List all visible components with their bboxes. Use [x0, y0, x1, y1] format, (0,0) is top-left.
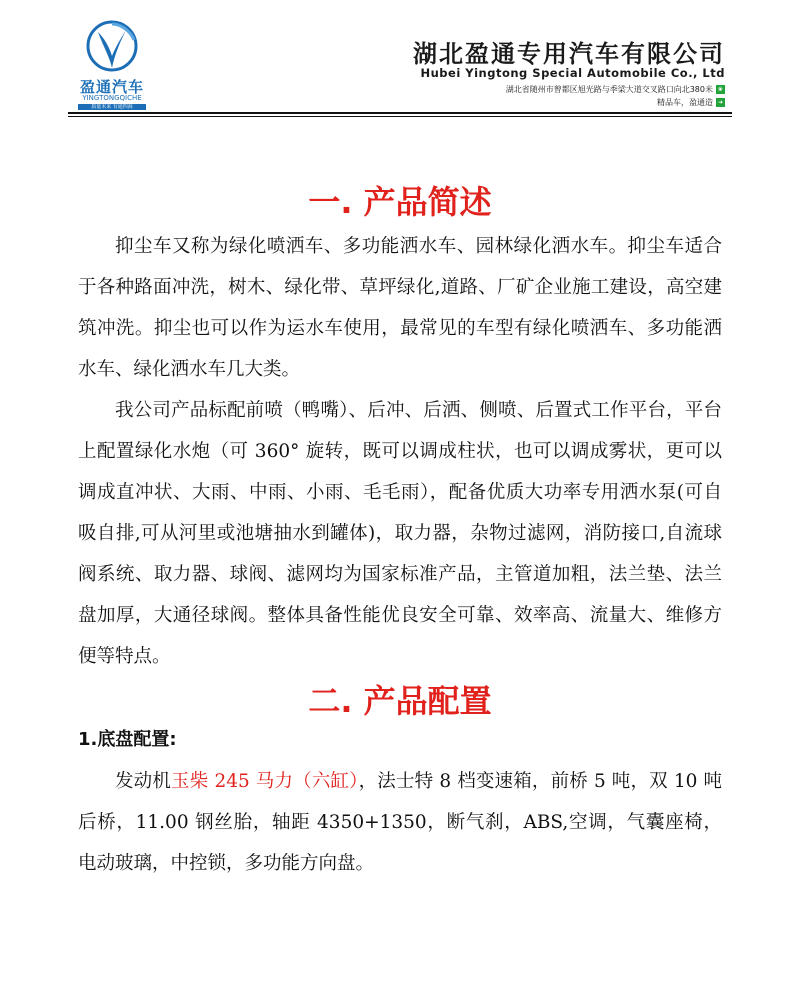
company-logo: [68, 18, 156, 110]
logo-emblem-icon: [68, 18, 156, 78]
slogan-text: 精品车，盈通造: [657, 98, 713, 107]
engine-prefix: 发动机: [115, 771, 172, 792]
engine-highlight: 玉柴 245 马力（六缸）: [171, 771, 359, 792]
document-body: [78, 178, 722, 884]
arrow-icon: ➜: [717, 99, 724, 106]
header-divider-thin: [68, 116, 732, 117]
overview-paragraph-1: 抑尘车又称为绿化喷洒车、多功能洒水车、园林绿化洒水车。抑尘车适合于各种路面冲洗，树木、绿化带、草坪绿化,道路、厂矿企业施工建设，高空建筑冲洗。抑尘也可以作为运水车使用，最常见的车型有绿化喷洒车、多功能洒水车、绿化洒水车几大类。: [78, 236, 722, 380]
company-name-cn: 湖北盈通专用汽车有限公司: [413, 40, 725, 68]
section-title-configuration: 二. 产品配置: [308, 682, 492, 720]
letterhead: [0, 0, 800, 120]
section-title-overview: 一. 产品简述: [308, 183, 492, 221]
company-name-en: Hubei Yingtong Special Automobile Co., Ltd: [420, 66, 725, 80]
address-text: 湖北省随州市曾都区旭光路与季梁大道交叉路口向北380米: [505, 85, 713, 94]
company-slogan: [657, 97, 725, 108]
leaf-icon: ❀: [717, 86, 724, 93]
header-divider-thick: [68, 112, 732, 114]
logo-slogan: 质量未来 有通四海: [91, 104, 133, 110]
engine-details: ，法士特 8 档变速箱，前桥 5 吨，双 10 吨后桥，11.00 钢丝胎，轴距 4350+1350，断气刹，ABS,空调，气囊座椅，电动玻璃，中控锁，多功能方向盘。: [78, 771, 722, 874]
subheading-chassis: 1.底盘配置:: [78, 729, 177, 750]
overview-paragraph-2: 我公司产品标配前喷（鸭嘴）、后冲、后洒、侧喷、后置式工作平台，平台上配置绿化水炮（可 360° 旋转，既可以调成柱状，也可以调成雾状，更可以调成直冲状、大雨、中雨、小雨、毛毛雨），配备优质大功率专用洒水泵(可自吸自排,可从河里或池塘抽水到罐体)，取力器，杂物过滤网，消防接口,自流球阀系统、取力器、球阀、滤网均为国家标准产品，主管道加粗，法兰垫、法兰盘加厚，大通径球阀。整体具备性能优良安全可靠、效率高、流量大、维修方便等特点。: [78, 400, 722, 667]
chassis-paragraph: [78, 761, 722, 884]
company-address: [506, 84, 725, 95]
logo-text-en: YINGTONGQICHE: [82, 94, 142, 102]
logo-text-cn: 盈通汽车: [79, 78, 144, 96]
